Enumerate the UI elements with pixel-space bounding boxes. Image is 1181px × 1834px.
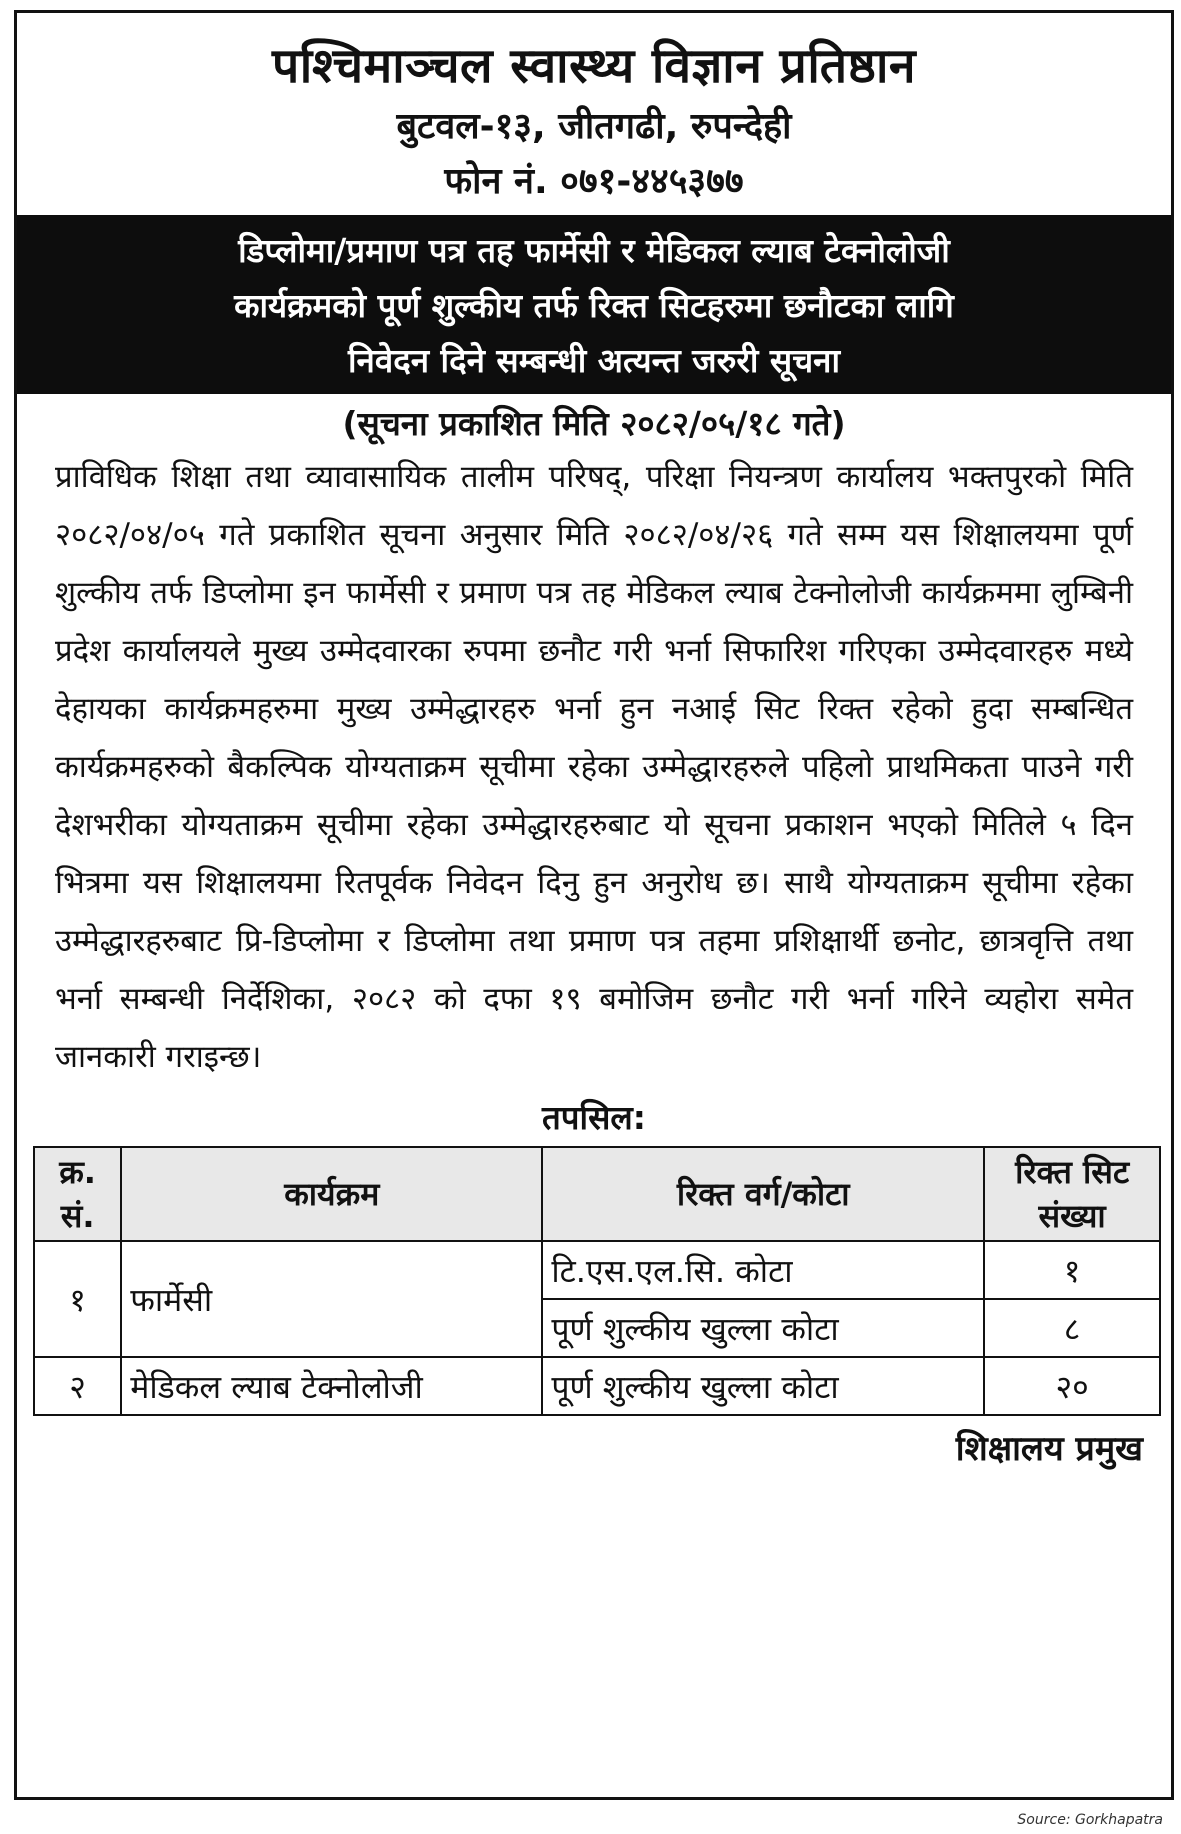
organization-phone: फोन नं. ०७१-४४५३७७: [444, 161, 744, 202]
notice-frame: [14, 10, 1174, 1800]
notice-header: [17, 13, 1171, 209]
row-seat-count: ८: [984, 1299, 1160, 1357]
signature-designation: शिक्षालय प्रमुख: [955, 1429, 1143, 1469]
source-credit: Source: Gorkhapatra: [1017, 1812, 1163, 1828]
details-heading: तपसिल:: [542, 1098, 646, 1137]
header-serial-number: क्र. सं.: [34, 1147, 121, 1241]
row-seat-count: १: [984, 1241, 1160, 1299]
row-quota: पूर्ण शुल्कीय खुल्ला कोटा: [542, 1299, 984, 1357]
organization-address: बुटवल-१३, जीतगढी, रुपन्देही: [396, 106, 792, 147]
organization-name: पश्चिमाञ्चल स्वास्थ्य विज्ञान प्रतिष्ठान: [271, 38, 917, 94]
banner-line-1: डिप्लोमा/प्रमाण पत्र तह फार्मेसी र मेडिकल ल्याब टेक्नोलोजी: [238, 231, 950, 270]
vacant-seats-table: [33, 1146, 1161, 1416]
row-serial-number: १: [34, 1241, 121, 1357]
table-header-row: [34, 1147, 1160, 1241]
publication-date: (सूचना प्रकाशित मिति २०८२/०५/१८ गते): [342, 404, 846, 443]
row-seat-count: २०: [984, 1357, 1160, 1415]
row-serial-number: २: [34, 1357, 121, 1415]
notice-body: प्राविधिक शिक्षा तथा व्यावासायिक तालीम परिषद्, परिक्षा नियन्त्रण कार्यालय भक्तपुरको मिति २०८२/०४/०५ गते प्रकाशित सूचना अनुसार मिति २०८२/०४/२६ गते सम्म यस शिक्षालयमा पूर्ण शुल्कीय तर्फ डिप्लोमा इन फार्मेसी र प्रमाण पत्र तह मेडिकल ल्याब टेक्नोलोजी कार्यक्रममा लुम्बिनी प्रदेश कार्यालयले मुख्य उम्मेदवारका रुपमा छनौट गरी भर्ना सिफारिश गरिएका उम्मेदवारहरु मध्ये देहायका कार्यक्रमहरुमा मुख्य उम्मेद्धारहरु भर्ना हुन नआई सिट रिक्त रहेको हुदा सम्बन्धित कार्यक्रमहरुको बैकल्पिक योग्यताक्रम सूचीमा रहेका उम्मेद्धारहरुले पहिलो प्राथमिकता पाउने गरी देशभरीका योग्यताक्रम सूचीमा रहेका उम्मेद्धारहरुबाट यो सूचना प्रकाशन भएको मितिले ५ दिन भित्रमा यस शिक्षालयमा रितपूर्वक निवेदन दिनु हुन अनुरोध छ। साथै योग्यताक्रम सूचीमा रहेका उम्मेद्धारहरुबाट प्रि-डिप्लोमा र डिप्लोमा तथा प्रमाण पत्र तहमा प्रशिक्षार्थी छनोट, छात्रवृत्ति तथा भर्ना सम्बन्धी निर्देशिका, २०८२ को दफा १९ बमोजिम छनौट गरी भर्ना गरिने व्यहोरा समेत जानकारी गराइन्छ।: [55, 459, 1133, 1075]
table-row: [34, 1357, 1160, 1415]
row-program: मेडिकल ल्याब टेक्नोलोजी: [121, 1357, 542, 1415]
row-program: फार्मेसी: [121, 1241, 542, 1357]
banner-line-3: निवेदन दिने सम्बन्धी अत्यन्त जरुरी सूचना: [347, 341, 841, 380]
header-seat-count: रिक्त सिट संख्या: [984, 1147, 1160, 1241]
table-row: [34, 1241, 1160, 1299]
header-program: कार्यक्रम: [121, 1147, 542, 1241]
header-quota: रिक्त वर्ग/कोटा: [542, 1147, 984, 1241]
row-quota: पूर्ण शुल्कीय खुल्ला कोटा: [542, 1357, 984, 1415]
banner-line-2: कार्यक्रमको पूर्ण शुल्कीय तर्फ रिक्त सिटहरुमा छनौटका लागि: [234, 286, 954, 325]
row-quota: टि.एस.एल.सि. कोटा: [542, 1241, 984, 1299]
notice-title-banner: [17, 215, 1171, 394]
